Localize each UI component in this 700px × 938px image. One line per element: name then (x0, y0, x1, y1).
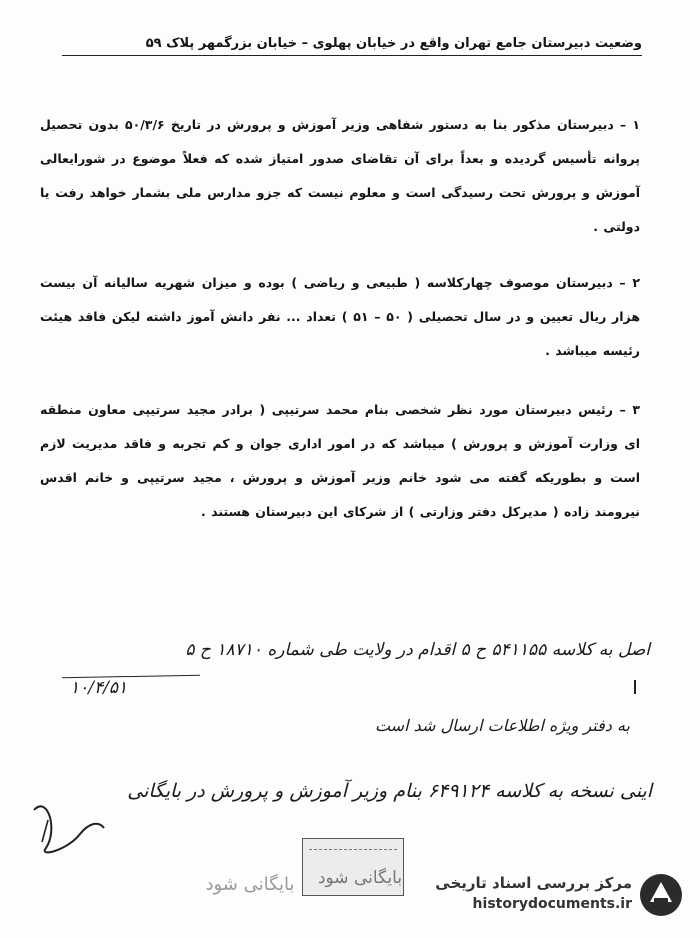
handwritten-tick-mark (634, 680, 636, 694)
faint-stamp-text: بایگانی شود (205, 874, 295, 895)
paragraph-3: ۳ – رئیس دبیرستان مورد نظر شخصی بنام محمد سرتیپی ( برادر مجید سرتیپی معاون منطقه ای وزارت آموزش و پرورش ) میباشد که در امور اداری جوان و کم تجربه و فاقد مدیریت لازم است و بطوریکه گفته می شود خانم وزیر آموزش و پرورش ، مجید سرتیپی و خانم اقدس نیرومند زاده ( مدیرکل دفتر وزارتی ) از شرکای این دبیرستان هستند . (40, 402, 640, 519)
document-title: وضعیت دبیرستان جامع تهران واقع در خیابان پهلوی – خیابان بزرگمهر پلاک ۵۹ (62, 36, 642, 56)
handwritten-note-archive: اینی نسخه به کلاسه ۶۴۹۱۲۴ بنام وزیر آموزش و پرورش در بایگانی (127, 780, 652, 802)
paragraph-1: ۱ – دبیرستان مذکور بنا به دستور شفاهی وزیر آموزش و پرورش در تاریخ ۵۰/۳/۶ بدون تحصیل پروانه تأسیس گردیده و بعداً برای آن تقاضای صدور امتیاز شده که فعلاً موضوع در شورایعالی آموزش و پرورش تحت رسیدگی است و معلوم نیست که جزو مدارس ملی بشمار خواهد رفت یا دولتی . (40, 117, 640, 234)
handwritten-date: ۱۰/۴/۵۱ (70, 678, 128, 698)
stamp-text: بایگانی شود (317, 868, 403, 888)
handwritten-note-forwarded: به دفتر ویژه اطلاعات ارسال شد است (374, 716, 630, 735)
paragraph-2: ۲ – دبیرستان موصوف چهارکلاسه ( طبیعی و ریاضی ) بوده و میزان شهریه سالیانه آن بیست هزار ریال تعیین و در سال تحصیلی ( ۵۰ – ۵۱ ) تعداد ... نفر دانش آموز داشته لیکن فاقد هیئت رئیسه میباشد . (40, 275, 640, 358)
signature-mark (28, 790, 108, 860)
watermark-url: historydocuments.ir (472, 896, 632, 912)
stamp-line (309, 849, 397, 851)
watermark-logo (434, 870, 684, 924)
handwritten-note-reference: اصل به کلاسه ۵۴۱۱۵۵ ح ۵ اقدام در ولایت طی شماره ۱۸۷۱۰ ح ۵ (185, 640, 650, 660)
watermark-name: مرکز بررسی اسناد تاریخی (435, 874, 632, 892)
archive-logo-icon (638, 872, 684, 918)
